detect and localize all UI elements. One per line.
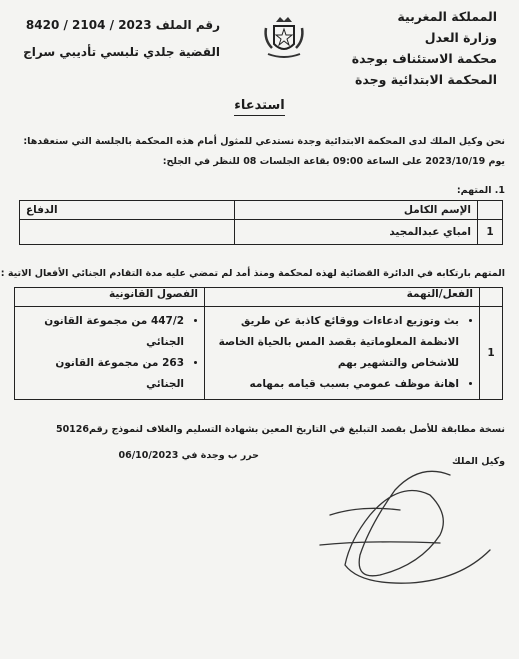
signatory: وكيل الملك	[451, 456, 505, 467]
charge-item: • بث وتوزيع ادعاءات ووقائع كاذبة عن طريق الانظمة المعلوماتية بقصد المس بالحياة الخاصة للاشخاص والتشهير بهم	[211, 311, 459, 374]
document-title: استدعاء	[0, 98, 519, 113]
accused-name: امباي عبدالمجيد	[235, 220, 478, 245]
case-header	[23, 12, 220, 66]
accused-table	[19, 200, 503, 245]
file-number: رقم الملف 2023 / 2104 / 8420	[25, 18, 220, 32]
charge-list	[211, 311, 473, 395]
hearing-line: يوم 2023/10/19 على الساعة 09:00 بقاعة الجلسات 08 للنظر في الجلح:	[162, 156, 505, 167]
accused-label: 1. المتهم:	[456, 185, 505, 196]
header-line: المحكمة الابتدائية وجدة	[355, 72, 497, 87]
handwritten-signature	[300, 455, 500, 595]
header-line: محكمة الاستئناف بوجدة	[351, 51, 497, 66]
intro-line: نحن وكيل الملك لدى المحكمة الابتدائية وجدة نستدعي للمثول أمام هذه المحكمة بالجلسة التي ستعقدها:	[23, 136, 505, 147]
law-item: • 263 من مجموعة القانون الجنائي	[21, 353, 184, 395]
case-title: القضية جلدي تلبسي تأديبي سراج	[23, 45, 220, 59]
header-defense: الدفاع	[20, 201, 235, 220]
copy-note: نسخة مطابقة للأصل بقصد التبليغ في التاريخ المعين بشهادة التسليم والغلاف لنموذج رقم50126	[55, 424, 505, 435]
issuer-header	[327, 6, 497, 90]
header-line: وزارة العدل	[424, 30, 497, 45]
charge-item: • اهانة موظف عمومي بسبب قيامه بمهامه	[211, 374, 459, 395]
row-number: 1	[478, 220, 503, 245]
charges-table	[14, 287, 503, 400]
royal-emblem-icon	[260, 14, 308, 62]
header-charge: الفعل/التهمة	[205, 288, 480, 307]
row-number: 1	[480, 307, 503, 400]
header-full-name: الإسم الكامل	[235, 201, 478, 220]
law-list	[21, 311, 198, 395]
accused-defense	[20, 220, 235, 245]
charges-intro: المتهم بارتكابه في الدائرة القضائية لهذه لمحكمة ومنذ أمد لم تمضي عليه مدة التقادم الجنائي الأفعال الاتية :	[0, 268, 505, 279]
header-line: المملكة المغربية	[397, 9, 497, 24]
place-date: حرر ب وجدة في 06/10/2023	[118, 450, 259, 461]
header-laws: الفصول القانونية	[15, 288, 205, 307]
law-item: • 447/2 من مجموعة القانون الجنائي	[21, 311, 184, 353]
